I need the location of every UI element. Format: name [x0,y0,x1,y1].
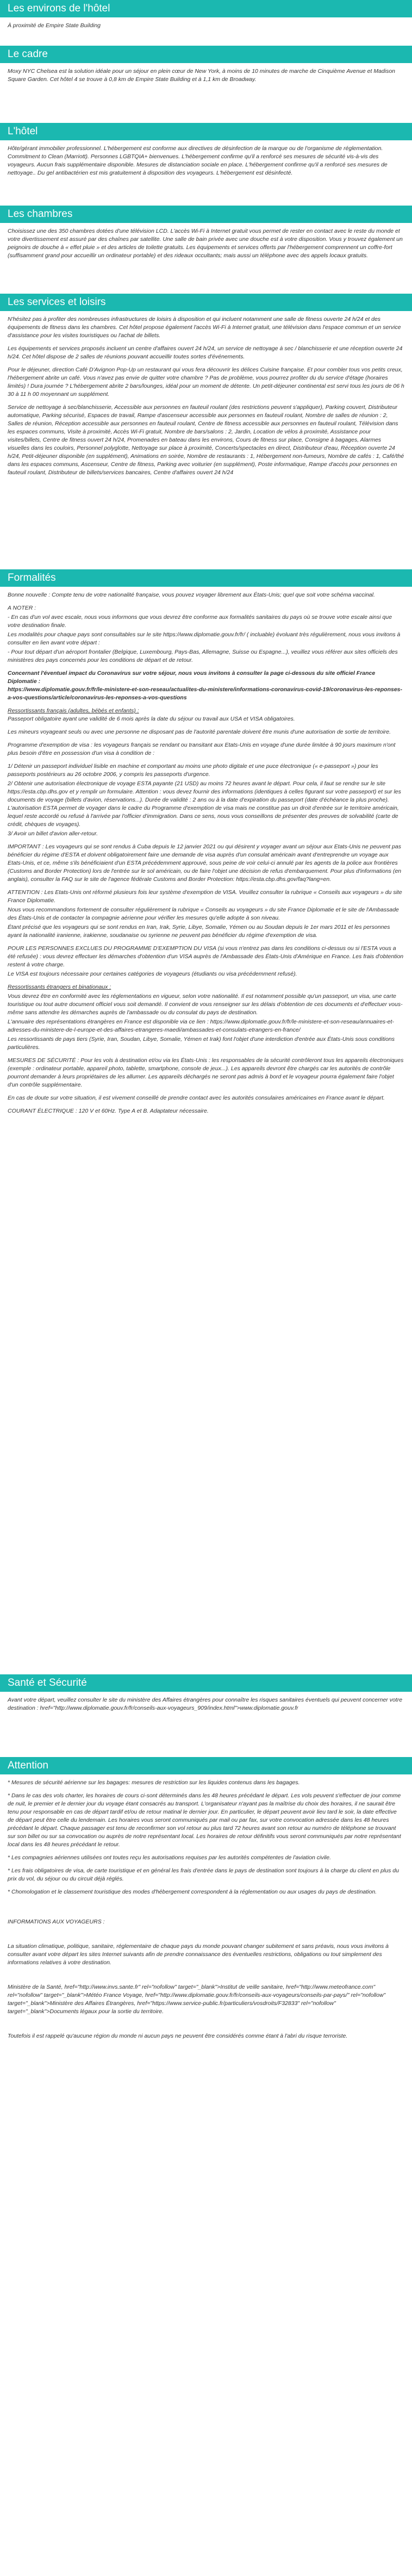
section-body-cadre [0,63,412,123]
formalites-escale: En cas de doute sur votre situation, il est vivement conseillé de prendre contact avec les autorités consulaires américaines en France avant le départ. [8,1095,385,1101]
formalites-securite: MESURES DE SÉCURITÉ : Pour les vols à destination et/ou via les États-Unis : les responsables de la sécurité contrôleront tous les appareils électroniques (exemple : ordinateur portable, appareil photo, tablette, smartphone, console de jeux...). Les appareils devront être chargés car les autorités de contrôle pourront demander à leurs propriétaires de les allumer. Les appareils déchargés ne seront pas admis à bord et le voyageur pourra également faire l'objet d'un contrôle supplémentaire. [8,1057,404,1088]
section-body-attention [0,1774,412,2253]
formalites-ressortissants-title: Ressortissants français (adultes, bébés et enfants) : [8,707,139,714]
attention-item: * Dans le cas des vols charter, les horaires de cours ci-sont déterminés dans les 48 heures précédant le départ. Les vols peuvent s'effectuer de jour comme de nuit, le premier et le dernier jour du voyage étant consacrés au transport. L'organisateur n'ayant pas la maîtrise du choix des horaires, il ne saurait être tenu pour responsable en cas de départ tardif et/ou de retour matinal le dernier jour. En particulier, le départ peuvent avoir lieu tard le soir, la date effective de départ peut être celle du lendemain. Les horaires vous seront communiqués par mail ou par fax, sur votre convocation adressée dans les 48 heures précédant le départ. Chaque passager est tenu de reconfirmer son vol retour au plus tard 72 heures avant son retour au numéro de téléphone se trouvant sur son billet ou sur sa convocation ou auprès de notre représentant local. Les horaires de retour définitifs vous seront communiqués par notre représentant local dans les 48 heures précédant le retour. [8,1792,401,1848]
formalites-mineurs: Les mineurs voyageant seuls ou avec une personne ne disposant pas de l'autorité parentale doivent être munis d'une autorisation de sortie de territoire. [8,729,391,735]
section-title-environs: Les environs de l'hôtel [0,0,412,17]
formalites-etrangers-pays-tiers: Les ressortissants de pays tiers (Syrie, Iran, Soudan, Libye, Somalie, Yémen et Irak) font l'objet d'une interdiction d'entrée aux États-Unis sous conditions particulières. [8,1036,395,1051]
cadre-text: Moxy NYC Chelsea est la solution idéale pour un séjour en plein cœur de New York, à moins de 10 minutes de marche de Cinquième Avenue et Madison Square Garden. Cet hôtel 4 se trouve à 0,8 km de Empire State Building et à 1,1 km de Broadway. [8,68,396,83]
section-body-environs [0,17,412,46]
attention-list [8,1779,404,1896]
formalites-note-line: - Pour tout départ d'un aéroport frontalier (Belgique, Luxembourg, Pays-Bas, Allemagne, Suisse ou Espagne...), veuillez vous référer aux sites officiels des ministères des pays concernés pour les conditions de départ et de retour. [8,649,398,663]
formalites-esta-point: 2/ Obtenir une autorisation électronique de voyage ESTA payante (21 USD) au moins 72 heures avant le départ. Pour cela, il faut se rendre sur le site https://esta.cbp.dhs.gov et y remplir un formulaire. Attention : vous devez fournir des informations (identiques à celles figurant sur votre passeport) et sur les documents de voyage (billets d'avion, réservations...). Durée de validité : 2 ans ou à la date d'expiration du passeport (date d'échéance la plus proche). L'autorisation ESTA permet de voyager dans le cadre du Programme d'exemption de visa mais ne constitue pas un droit d'entrée sur le territoire américain, lequel reste accordé ou refusé à l'arrivée par l'officier d'immigration. Dans ce sens, nous vous conseillons de présenter des preuves de solvabilité (carte de crédit, chèques de voyages). [8,780,401,828]
formalites-etrangers-text: Vous devrez être en conformité avec les réglementations en vigueur, selon votre nationalité. Il est notamment possible qu'un passeport, un visa, une carte touristique ou tout autre document officiel vous soit demandé. Il convient de vous renseigner sur les délais d'obtention de ces documents et d'effectuer vous-même sans attendre les démarches auprès de l'ambassade ou du consulat du pays de destination. [8,993,403,1016]
formalites-intro: Bonne nouvelle : Compte tenu de votre nationalité française, vous pouvez voyager librement aux États-Unis; quel que soit votre schéma vaccinal. [8,592,375,598]
attention-info-text: La situation climatique, politique, sanitaire, réglementaire de chaque pays du monde pouvant changer subitement et sans préavis, nous vous invitons à consulter avant votre départ les sites Internet suivants afin de prendre connaissance des éventuelles restrictions, obligations ou tout simplement des informations relatives à votre destination. [8,1943,389,1966]
section-title-cadre: Le cadre [0,46,412,63]
environs-text: À proximité de Empire State Building [8,22,101,29]
attention-item: * Mesures de sécurité aérienne sur les bagages: mesures de restriction sur les liquides contenus dans les bagages. [8,1779,300,1786]
attention-item: * Les compagnies aériennes utilisées ont toutes reçu les autorisations requises par les autorités compétentes de l'aviation civile. [8,1854,331,1861]
section-body-hotel [0,140,412,206]
section-body-sante [0,1692,412,1757]
services-paragraph: N'hésitez pas à profiter des nombreuses infrastructures de loisirs à disposition et qui incluent notamment une salle de fitness ouverte 24 h/24 et des équipements de fitness dans les chambres. Cet hôtel propose également l'accès Wi-Fi à Internet gratuit, une télévision dans l'espace commun et un service d'assistance pour les visites touristiques ou l'achat de billets. [8,316,401,339]
attention-links[interactable]: Ministère de la Santé, href="http://www.invs.sante.fr" rel="nofollow" target="_blank">Institut de veille sanitaire, href="http://www.meteofrance.com" rel="nofollow" target="_blank">Météo France Voyage, href="http://www.diplomatie.gouv.fr/fr/conseils-aux-voyageurs/conseils-par-pays/" rel="nofollow" target="_blank">Ministère des Affaires Étrangères, href="https://www.service-public.fr/particuliers/vosdroits/F32833" rel="nofollow" target="_blank">Documents légaux pour la sortie du territoire. [8,1984,386,2015]
formalites-liste-ambassades: L'annuaire des représentations étrangères en France est disponible via ce lien : https://www.diplomatie.gouv.fr/fr/le-ministere-et-son-reseau/annuaires-et-adresses-du-ministere-de-l-europe-et-des-affaires-etrangeres-maedi/ambassades-et-consulats-etrangers-en-france/ [8,1019,394,1033]
hotel-text: Hôte/gérant immobilier professionnel. L'hébergement est conforme aux directives de désinfection de la marque ou de l'organisme de réglementation. Commitment to Clean (Marriott). Personnes LGBTQIA+ bienvenues. L'hébergement confirme qu'il a renforcé ses mesures de sécurité vis-à-vis des voyageurs. Aucun frais supplémentaire disponible. Mesures de distanciation sociale en place. L'hébergement confirme qu'il a renforcé ses mesures de nettoyage.. Du gel antibactérien est mis gratuitement à disposition des voyageurs. L'hébergement est désinfecté. [8,145,388,176]
chambres-text: Choisissez une des 350 chambres dotées d'une télévision LCD. L'accès Wi-Fi à Internet gratuit vous permet de rester en contact avec le reste du monde et votre divertissement est assuré par des chaînes par satellite. Une salle de bain privée avec une douche est à votre disposition. Vous y trouvez également un peignoirs de douche à « effet pluie » et des articles de toilette gratuits. Les équipements et services offerts par l'hébergement comprennent un coffre-fort (suffisamment grand pour accueillir un ordinateur portable) et des rideaux occultants; mais aussi un téléphone avec des appels locaux gratuits. [8,228,403,259]
formalites-visa-obligatoire: Le VISA est toujours nécessaire pour certaines catégories de voyageurs (étudiants ou visa précédemment refusé). [8,971,297,977]
attention-info-title: INFORMATIONS AUX VOYAGEURS : [8,1919,105,1925]
formalites-etrangers-title: Ressortissants étrangers et binationaux : [8,984,111,990]
formalites-attention: ATTENTION : Les Etats-Unis ont réformé plusieurs fois leur système d'exemption de VISA. Veuillez consulter la rubrique « Conseils aux voyageurs » du site France Diplomatie. [8,889,402,904]
section-title-services: Les services et loisirs [0,294,412,311]
sante-text: Avant votre départ, veuillez consulter le site du ministère des Affaires étrangères pour connaître les risques sanitaires éventuels qui peuvent concerner votre destination : href="http://www.diplomatie.gouv.fr/fr/conseils-aux-voyageurs_909/index.html">www.diplomatie.gouv.fr [8,1697,403,1711]
formalites-note-title: A NOTER : [8,605,36,611]
section-body-chambres [0,223,412,294]
section-title-attention: Attention [0,1757,412,1774]
formalites-esta-title: Programme d'exemption de visa : les voyageurs français se rendant ou transitant aux Etats-Unis en voyage d'une durée limitée à 90 jours maximum n'ont plus besoin d'être en possession d'un visa à condition de : [8,742,396,756]
formalites-corona-title: Concernant l'éventuel impact du Coronavirus sur votre séjour, nous vous invitons à consulter la page ci-dessous du site officiel France Diplomatie : [8,670,376,685]
section-title-chambres: Les chambres [0,206,412,223]
services-paragraph: Pour le déjeuner, direction Café D'Avignon Pop-Up un restaurant qui vous fera découvrir les délices Cuisine française. Et pour combler tous vos petits creux, l'hébergement abrite un café. Vous n'avez pas envie de quitter votre chambre ? Pas de problème, vous pourrez profiter du du service d'étage (horaires limités) ! Dura journée ? L'hébergement abrite 2 bars/lounges, idéal pour un moment de détente. Un petit-déjeuner continental est servi tous les jours de 06 h 30 à 11 h 00 moyennant un supplément. [8,367,404,398]
section-title-sante: Santé et Sécurité [0,1674,412,1692]
section-body-formalites [0,587,412,1674]
section-body-services [0,311,412,569]
formalites-esta-point: 3/ Avoir un billet d'avion aller-retour. [8,830,98,837]
services-paragraph: Service de nettoyage à sec/blanchisserie, Accessible aux personnes en fauteuil roulant (des restrictions peuvent s'appliquer), Parking couvert, Distributeur automatique, Parking sécurisé, Espaces de travail, Rampe d'ascenseur accessible aux personnes en fauteuil roulant, Nombre de salles de réunion : 2, Salles de réunion, Réception accessible aux personnes en fauteuil roulant, Centre de fitness accessible aux personnes en fauteuil roulant, Télévision dans les espaces communs, Visite à proximité, Accès Wi-Fi gratuit, Nombre de bars/salons : 2, Jardin, Location de vélos à proximité, Assistance pour visites/billets, Centre de fitness ouvert 24 h/24, Promenades en bateau dans les environs, Cours de fitness sur place, Consigne à bagages, Alarmes visuelles dans les couloirs, Personnel polyglotte, Nettoyage sur place à proximité, Concerts/spectacles en direct, Distributeur d'eau, Réception ouverte 24 h/24, Petit-déjeuner disponible (en supplément), Animations en soirée, Nombre de restaurants : 1, Hébergement non-fumeurs, Nombre de cafés : 1, Café/thé dans les espaces communs, Ascenseur, Centre de fitness, Parking avec voiturier (en supplément), Poste informatique, Rampe d'accès pour personnes en fauteuil roulant, Distributeur de billets/services bancaires, Centre d'affaires ouvert 24 h/24 [8,404,404,476]
attention-item: * Les frais obligatoires de visa, de carte touristique et en général les frais d'entrée dans le pays de destination sont toujours à la charge du client en plus du prix du vol, du séjour ou du circuit déjà réglés. [8,1867,399,1882]
services-paragraph: Les équipements et services proposés incluent un centre d'affaires ouvert 24 h/24, un service de nettoyage à sec / blanchisserie et une réception ouverte 24 h/24. Cet hôtel dispose de 2 salles de réunions pouvant accueillir toutes sortes d'événements. [8,345,403,360]
section-title-formalites: Formalités [0,569,412,587]
formalites-ressortissants-text: Passeport obligatoire ayant une validité de 6 mois après la date du séjour ou travail aux USA et VISA obligatoires. [8,716,295,722]
formalites-autres-nationalites: POUR LES PERSONNES EXCLUES DU PROGRAMME D'EXEMPTION DU VISA (si vous n'entrez pas dans les conditions ci-dessus ou si l'ESTA vous a été refusée) : vous devrez effectuer les démarches d'obtention d'un VISA auprès de l'Ambassade des États-Unis d'Amérique en France. Les frais d'obtention restent à votre charge. [8,945,404,968]
formalites-note-line: Les modalités pour chaque pays sont consultables sur le site https://www.diplomatie.gouv.fr/fr/ ( incluable) évoluant très régulièrement, nous vous invitons à consulter en lien avant votre départ : [8,631,401,646]
formalites-attention: Étant précisé que les voyageurs qui se sont rendus en Iran, Irak, Syrie, Libye, Somalie, Yémen ou au Soudan depuis le 1er mars 2011 et les personnes ayant la nationalité iranienne, irakienne, soudanaise ou syrienne ne peuvent pas bénéficier du régime d'exemption de visa. [8,924,390,939]
attention-footer: Toutefois il est rappelé qu'aucune région du monde ni aucun pays ne peuvent être considérés comme étant à l'abri du risque terroriste. [8,2033,348,2039]
formalites-esta-point: 1/ Détenir un passeport individuel lisible en machine et comportant au moins une photo digitale et une puce électronique (« e-passeport ») pour les passeports postérieurs au 26 octobre 2006, y compris les passeports d'urgence. [8,763,378,778]
attention-item: * Chomologation et le classement touristique des modes d'hébergement correspondent à la réglementation ou aux usages du pays de destination. [8,1889,377,1895]
formalites-courant: COURANT ÉLECTRIQUE : 120 V et 60Hz. Type A et B. Adaptateur nécessaire. [8,1108,209,1114]
formalites-note-line: - En cas d'un vol avec escale, nous vous informons que vous devrez être conforme aux formalités sanitaires du pays où se trouve votre escale ainsi que votre destination finale. [8,614,392,629]
section-title-hotel: L'hôtel [0,123,412,140]
formalites-corona-link[interactable]: https://www.diplomatie.gouv.fr/fr/le-ministere-et-son-reseau/actualites-du-ministere/informations-coronavirus-covid-19/coronavirus-les-reponses-a-vos-questions/article/coronavirus-les-reponses-a-vos-questions [8,686,403,701]
formalites-attention: Nous vous recommandons fortement de consulter régulièrement la rubrique « Conseils au voyageurs » du site France Diplomatie et le site de l'Ambassade des États-Unis et de contacter la compagnie aérienne pour vérifier les mesures qu'elle adopte à son niveau. [8,907,399,921]
formalites-important: IMPORTANT : Les voyageurs qui se sont rendus à Cuba depuis le 12 janvier 2021 ou qui désirent y voyager avant un séjour aux Etats-Unis ne peuvent pas bénéficier du régime d'ESTA et doivent obligatoirement faire une demande de visa auprès d'un consulat américain avant d'entreprendre un voyage aux Etats-Unis, et ce, même s'ils bénéficiaient d'un ESTA précédemment approuvé, sous peine de voir celui-ci annulé par les agents de la police aux frontières (Customs and Border Protection) lors de l'entrée sur le sol américain, ou de faire l'objet une décision de refus d'embarquement. Pour plus d'informations (en anglais), consulter la FAQ sur le site de l'agence fédérale Customs and Border Protection: https://esta.cbp.dhs.gov/faq?lang=en. [8,843,402,883]
